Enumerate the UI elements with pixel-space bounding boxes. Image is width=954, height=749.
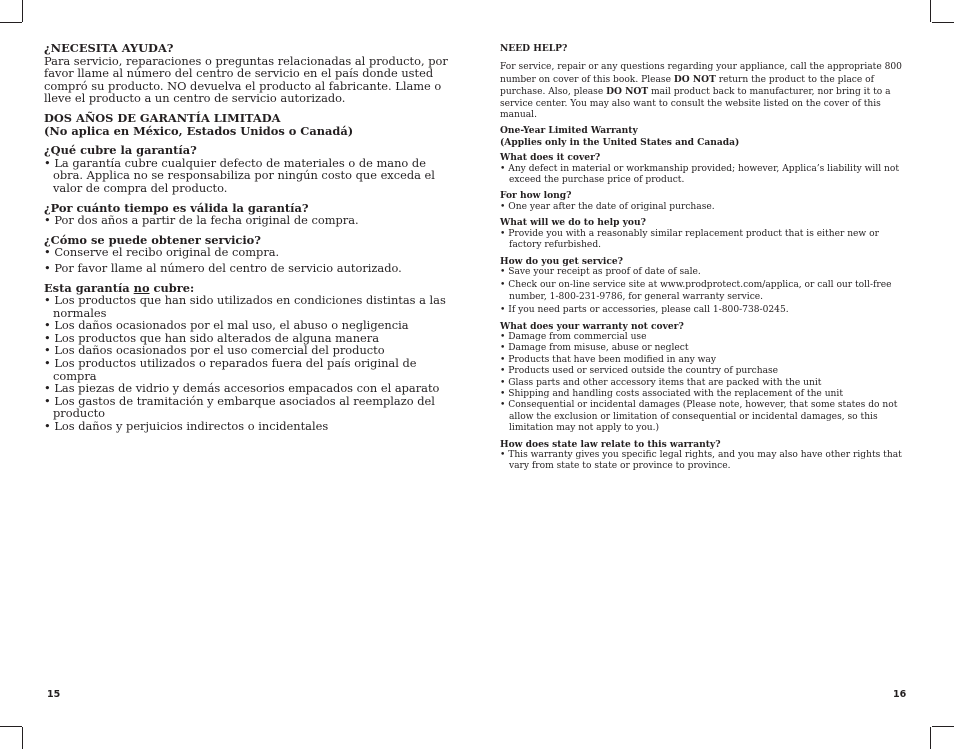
get-service-bullet-en: • Save your receipt as proof of date of sale. bbox=[500, 266, 701, 277]
not-cover-bullet-en: • Damage from misuse, abuse or neglect bbox=[500, 343, 689, 354]
underlined-no: no bbox=[133, 280, 150, 295]
state-law-bullet-en: • This warranty gives you specific legal rights, and you may also have other rights that vary from state to state or province to province. bbox=[500, 450, 902, 472]
cover-section-en bbox=[500, 152, 906, 186]
get-service-bullet-en: • Check our on-line service site at www.prodprotect.com/applica, or call our toll-free number, 1-800-231-9786, for general warranty service. bbox=[500, 280, 892, 302]
not-cover-heading-es: Esta garantía no cubre: bbox=[44, 280, 195, 295]
get-service-section-en bbox=[500, 256, 906, 317]
how-long-heading-es: ¿Por cuánto tiempo es válida la garantía? bbox=[44, 200, 309, 215]
not-cover-bullet-es: • Los productos que han sido alterados de alguna manera bbox=[44, 330, 380, 345]
not-cover-section-es bbox=[44, 282, 454, 433]
need-help-heading-es: ¿NECESITA AYUDA? bbox=[44, 41, 174, 55]
state-law-section-en bbox=[500, 439, 906, 473]
not-cover-bullet-en: • Consequential or incidental damages (Please note, however, that some states do not allow the exclusion or limitation of consequential or incidental damages, so this limitation may not apply to you.) bbox=[500, 400, 898, 434]
service-bullet-es: • Conserve el recibo original de compra. bbox=[44, 245, 280, 260]
not-cover-bullet-es: • Los daños ocasionados por el uso comercial del producto bbox=[44, 343, 385, 358]
page-right-english bbox=[500, 43, 906, 477]
cover-section-es bbox=[44, 144, 454, 194]
how-long-bullet-es: • Por dos años a partir de la fecha original de compra. bbox=[44, 213, 359, 228]
how-long-bullet-en: • One year after the date of original purchase. bbox=[500, 201, 715, 212]
warranty-title-es: DOS AÑOS DE GARANTÍA LIMITADA bbox=[44, 110, 281, 125]
not-cover-section-en bbox=[500, 321, 906, 435]
page-number-left: 15 bbox=[47, 689, 61, 700]
not-cover-bullet-en: • Shipping and handling costs associated with the replacement of the unit bbox=[500, 388, 843, 399]
crop-mark bbox=[930, 0, 931, 22]
service-section-es bbox=[44, 234, 454, 275]
need-help-heading-en: NEED HELP? bbox=[500, 43, 568, 54]
crop-mark bbox=[22, 0, 23, 22]
help-you-heading-en: What will we do to help you? bbox=[500, 217, 646, 229]
state-law-heading-en: How does state law relate to this warranty? bbox=[500, 438, 721, 450]
how-long-section-en bbox=[500, 190, 906, 213]
not-cover-bullet-en: • Products that have been modified in any way bbox=[500, 354, 716, 365]
not-cover-bullet-es: • Los daños ocasionados por el mal uso, el abuso o negligencia bbox=[44, 318, 409, 333]
crop-mark bbox=[22, 727, 23, 749]
get-service-bullet-en: • If you need parts or accessories, please call 1-800-738-0245. bbox=[500, 305, 789, 316]
cover-bullet-en: • Any defect in material or workmanship provided; however, Applica’s liability will not exceed the purchase price of product. bbox=[500, 163, 900, 186]
not-cover-bullet-es: • Los productos que han sido utilizados en condiciones distintas a las normales bbox=[44, 293, 446, 320]
need-help-text-en: For service, repair or any questions regarding your appliance, call the appropriate 800 number on cover of this book. Please DO NOT return the product to the place of purchase. Also, please DO NOT mail product back to manufacturer, nor bring it to a service center. You may also want to consult the website listed on the cover of this manual. bbox=[500, 62, 902, 121]
not-cover-bullet-en: • Damage from commercial use bbox=[500, 331, 647, 342]
how-long-heading-en: For how long? bbox=[500, 190, 572, 202]
crop-mark bbox=[930, 727, 931, 749]
not-cover-bullet-es: • Los daños y perjuicios indirectos o incidentales bbox=[44, 419, 329, 434]
need-help-section-en bbox=[500, 43, 906, 121]
cover-heading-en: What does it cover? bbox=[500, 152, 601, 164]
not-cover-bullet-en: • Products used or serviced outside the country of purchase bbox=[500, 366, 779, 377]
warranty-title-block-en bbox=[500, 125, 906, 148]
crop-mark bbox=[0, 22, 22, 23]
not-cover-bullet-es: • Las piezas de vidrio y demás accesorios empacados con el aparato bbox=[44, 381, 440, 396]
how-long-section-es bbox=[44, 202, 454, 227]
warranty-subtitle-es: (No aplica en México, Estados Unidos o Canadá) bbox=[44, 123, 354, 138]
not-cover-heading-en: What does your warranty not cover? bbox=[500, 320, 684, 332]
need-help-text-es: Para servicio, reparaciones o preguntas relacionadas al producto, por favor llame al número del centro de servicio en el país donde usted compró su producto. NO devuelva el producto al fabricante. Llame o lleve el producto a un centro de servicio autorizado. bbox=[44, 53, 448, 106]
service-heading-es: ¿Cómo se puede obtener servicio? bbox=[44, 232, 261, 247]
get-service-heading-en: How do you get service? bbox=[500, 255, 623, 267]
help-you-bullet-en: • Provide you with a reasonably similar replacement product that is either new or factory refurbished. bbox=[500, 228, 879, 251]
need-help-section-es bbox=[44, 42, 454, 105]
crop-mark bbox=[932, 726, 954, 727]
help-you-section-en bbox=[500, 217, 906, 251]
page-number-right: 16 bbox=[893, 689, 907, 700]
warranty-title-block-es bbox=[44, 112, 454, 137]
not-cover-bullet-es: • Los productos utilizados o reparados fuera del país original de compra bbox=[44, 356, 417, 383]
crop-mark bbox=[932, 22, 954, 23]
not-cover-bullet-es: • Los gastos de tramitación y embarque asociados al reemplazo del producto bbox=[44, 393, 435, 421]
warranty-subtitle-en: (Applies only in the United States and Canada) bbox=[500, 136, 740, 148]
service-bullet-es: • Por favor llame al número del centro de servicio autorizado. bbox=[44, 260, 402, 275]
cover-bullet-es: • La garantía cubre cualquier defecto de materiales o de mano de obra. Applica no se responsabiliza por ningún costo que exceda el valor de compra del producto. bbox=[44, 155, 435, 195]
cover-heading-es: ¿Qué cubre la garantía? bbox=[44, 143, 197, 158]
warranty-title-en: One-Year Limited Warranty bbox=[500, 125, 638, 137]
page-left-spanish bbox=[44, 42, 454, 440]
crop-mark bbox=[0, 726, 22, 727]
not-cover-bullet-en: • Glass parts and other accessory items that are packed with the unit bbox=[500, 377, 822, 388]
